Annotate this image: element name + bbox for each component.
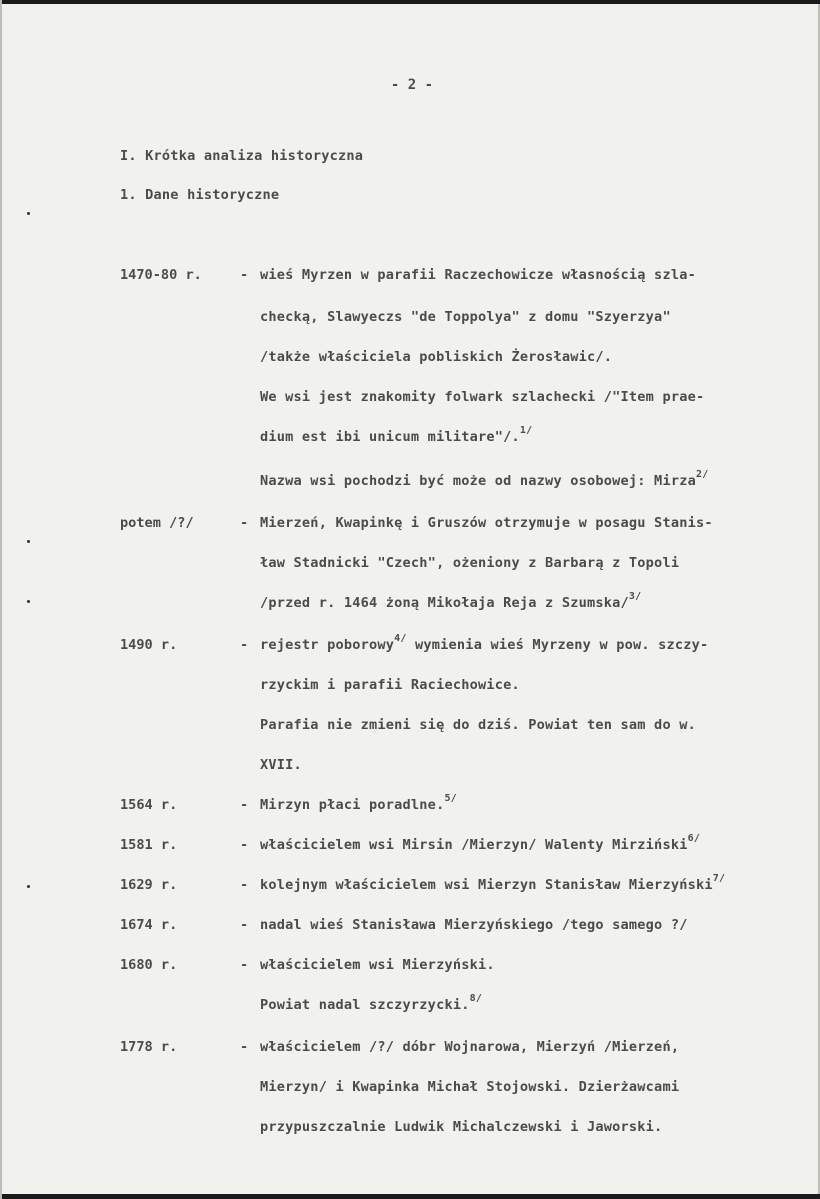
entry-date: 1629 r. (120, 877, 178, 893)
margin-dot (27, 212, 30, 215)
footnote-ref: 7/ (712, 873, 726, 885)
entry-text: wieś Myrzen w parafii Raczechowicze własnością szla- (260, 267, 696, 283)
entry-date: 1490 r. (120, 637, 178, 653)
entry-date: 1470-80 r. (120, 267, 202, 283)
entry-dash: - (240, 797, 249, 813)
entry-text: Powiat nadal szczyrzycki.$^{8/}$ (260, 993, 483, 1013)
footnote-ref: 2/ (695, 469, 709, 481)
entry-dash: - (240, 637, 249, 653)
top-edge (2, 0, 820, 4)
entry-text: Mierzyn/ i Kwapinka Michał Stojowski. Dzierżawcami (260, 1079, 680, 1095)
entry-date: 1680 r. (120, 957, 178, 973)
margin-dot (27, 540, 30, 543)
subsection-title: 1. Dane historyczne (120, 187, 280, 203)
entry-text: kolejnym właścicielem wsi Mierzyn Stanisław Mierzyński$^{7/}$ (260, 873, 726, 893)
entry-text: Nazwa wsi pochodzi być może od nazwy osobowej: Mirza$^{2/}$ (260, 469, 709, 489)
footnote-ref: 4/ (394, 633, 407, 645)
entry-date: 1778 r. (120, 1039, 178, 1055)
entry-dash: - (240, 917, 249, 933)
entry-dash: - (240, 267, 249, 283)
entry-date: potem /?/ (120, 515, 194, 531)
entry-text: ław Stadnicki "Czech", ożeniony z Barbarą z Topoli (260, 555, 680, 571)
entry-text: przypuszczalnie Ludwik Michalczewski i Jaworski. (260, 1119, 663, 1135)
entry-text: checką, Slawyeczs "de Toppolya" z domu "Szyerzya" (260, 309, 671, 325)
entry-dash: - (240, 1039, 249, 1055)
entry-date: 1564 r. (120, 797, 178, 813)
footnote-ref: 3/ (628, 591, 642, 603)
entry-date: 1581 r. (120, 837, 178, 853)
entry-text: właścicielem wsi Mirsin /Mierzyn/ Walenty Mirziński$^{6/}$ (260, 833, 701, 853)
page-number: - 2 - (390, 77, 434, 93)
entry-dash: - (240, 515, 249, 531)
entry-text: /przed r. 1464 żoną Mikołaja Reja z Szumska/$^{3/}$ (260, 591, 642, 611)
entry-text: XVII. (260, 757, 302, 773)
entry-text: rejestr poborowy$^{4/}$ wymienia wieś Myrzeny w pow. szczy- (260, 633, 709, 653)
footnote-ref: 5/ (444, 793, 457, 805)
margin-dot (27, 885, 30, 888)
entry-text: We wsi jest znakomity folwark szlachecki /"Item prae- (260, 389, 705, 405)
bottom-edge (2, 1194, 820, 1199)
footnote-ref: 1/ (519, 425, 533, 437)
entry-dash: - (240, 877, 249, 893)
entry-text: Mierzeń, Kwapinkę i Gruszów otrzymuje w posagu Stanis- (260, 515, 713, 531)
entry-text: rzyckim i parafii Raciechowice. (260, 677, 520, 693)
margin-dot (27, 600, 30, 603)
entry-dash: - (240, 837, 249, 853)
section-title: I. Krótka analiza historyczna (120, 148, 364, 164)
entry-text: /także właściciela pobliskich Żerosławic/. (260, 349, 613, 365)
footnote-ref: 6/ (687, 833, 701, 845)
entry-text: dium est ibi unicum militare"/.$^{1/}$ (260, 425, 533, 445)
entry-text: Mirzyn płaci poradlne.$^{5/}$ (260, 793, 457, 813)
entry-text: właścicielem wsi Mierzyński. (260, 957, 495, 973)
entry-text: nadal wieś Stanisława Mierzyńskiego /tego samego ?/ (260, 917, 688, 933)
entry-date: 1674 r. (120, 917, 178, 933)
footnote-ref: 8/ (469, 993, 483, 1005)
entry-text: Parafia nie zmieni się do dziś. Powiat ten sam do w. (260, 717, 696, 733)
entry-dash: - (240, 957, 249, 973)
entry-text: właścicielem /?/ dóbr Wojnarowa, Mierzyń /Mierzeń, (260, 1039, 680, 1055)
